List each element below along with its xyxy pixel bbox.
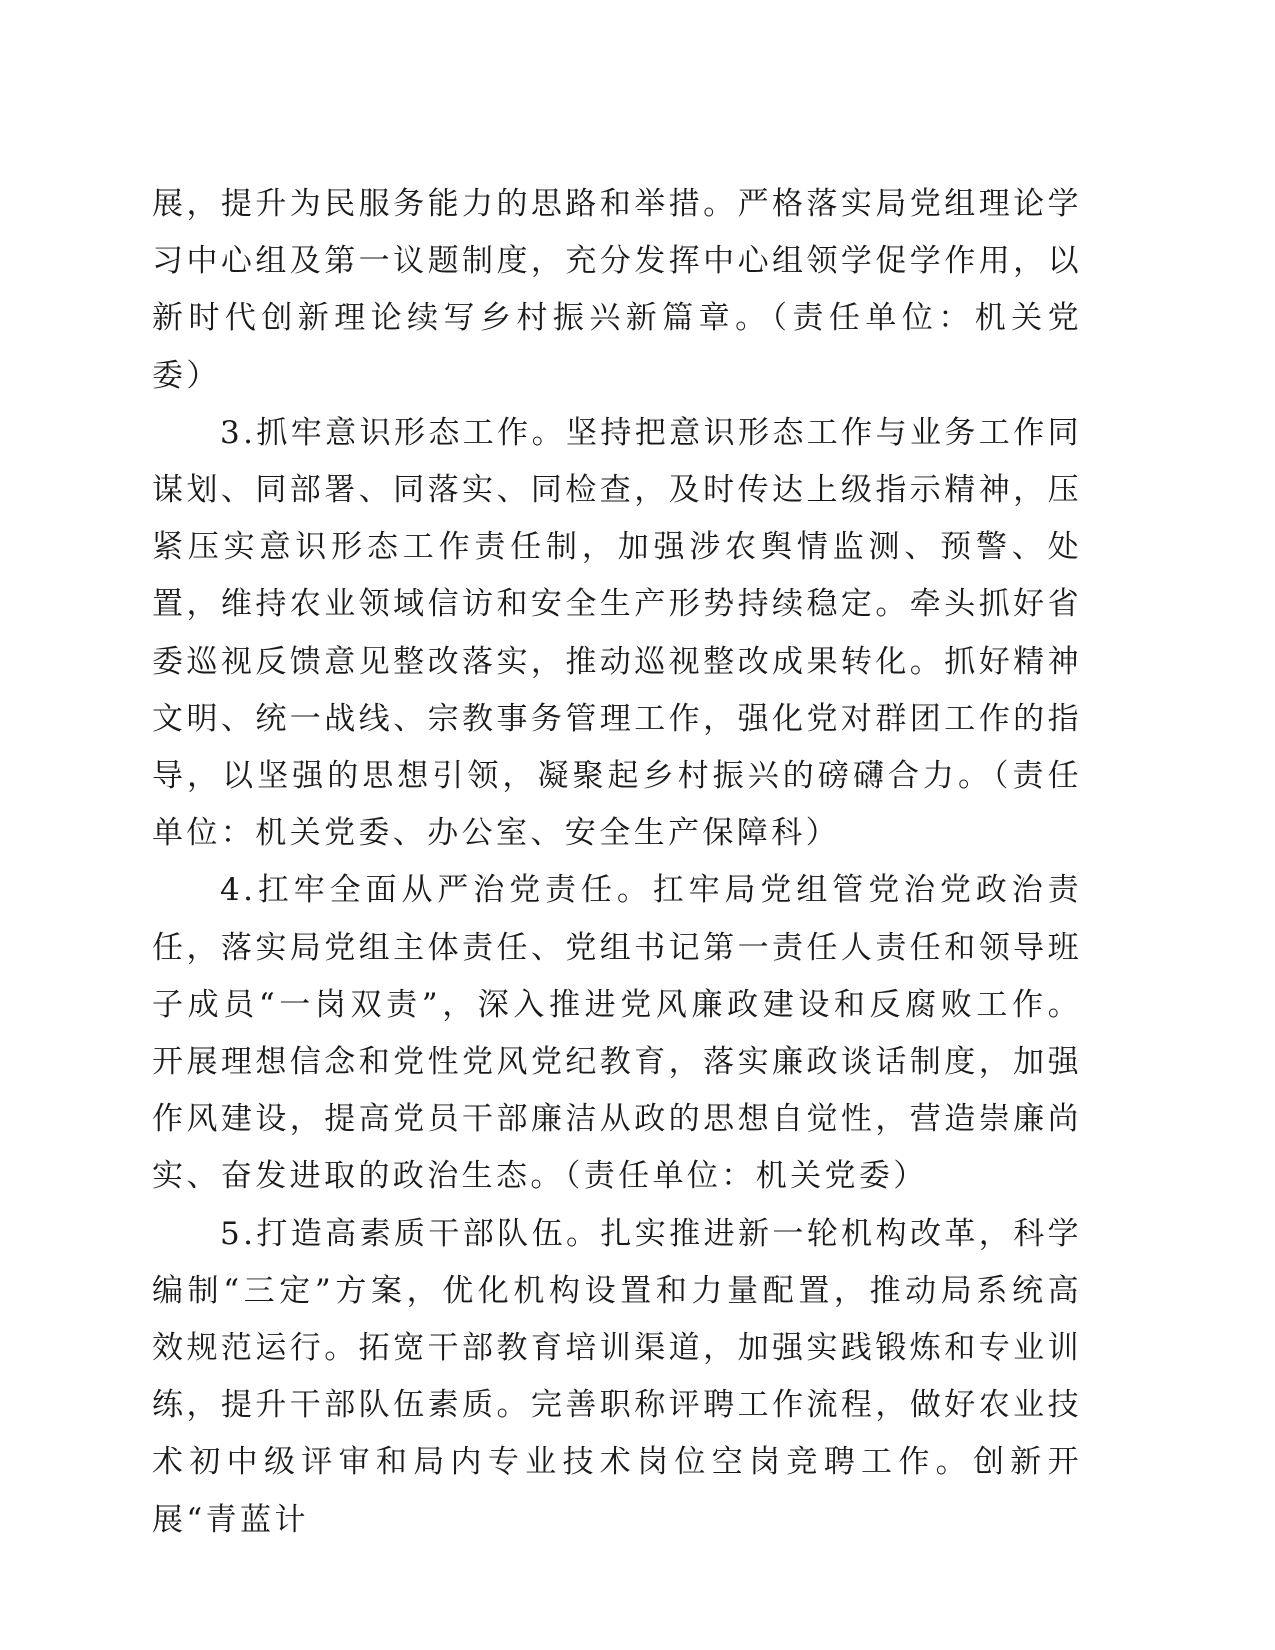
document-body [152, 176, 1082, 1549]
paragraph-continuation: 展，提升为民服务能力的思路和举措。严格落实局党组理论学习中心组及第一议题制度，充分发挥中心组领学促学作用，以新时代创新理论续写乡村振兴新篇章。（责任单位：机关党委） [152, 186, 1082, 394]
paragraph-item-3: 3.抓牢意识形态工作。坚持把意识形态工作与业务工作同谋划、同部署、同落实、同检查，及时传达上级指示精神，压紧压实意识形态工作责任制，加强涉农舆情监测、预警、处置，维持农业领域信访和安全生产形势持续稳定。牵头抓好省委巡视反馈意见整改落实，推动巡视整改成果转化。抓好精神文明、统一战线、宗教事务管理工作，强化党对群团工作的指导，以坚强的思想引领，凝聚起乡村振兴的磅礴合力。（责任单位：机关党委、办公室、安全生产保障科） [152, 414, 1082, 852]
paragraph-item-4: 4.扛牢全面从严治党责任。扛牢局党组管党治党政治责任，落实局党组主体责任、党组书记第一责任人责任和领导班子成员“一岗双责”，深入推进党风廉政建设和反腐败工作。开展理想信念和党性党风党纪教育，落实廉政谈话制度，加强作风建设，提高党员干部廉洁从政的思想自觉性，营造崇廉尚实、奋发进取的政治生态。（责任单位：机关党委） [152, 872, 1082, 1195]
paragraph-item-5: 5.打造高素质干部队伍。扎实推进新一轮机构改革，科学编制“三定”方案，优化机构设置和力量配置，推动局系统高效规范运行。拓宽干部教育培训渠道，加强实践锻炼和专业训练，提升干部队伍素质。完善职称评聘工作流程，做好农业技术初中级评审和局内专业技术岗位空岗竞聘工作。创新开展“青蓝计 [152, 1215, 1082, 1538]
